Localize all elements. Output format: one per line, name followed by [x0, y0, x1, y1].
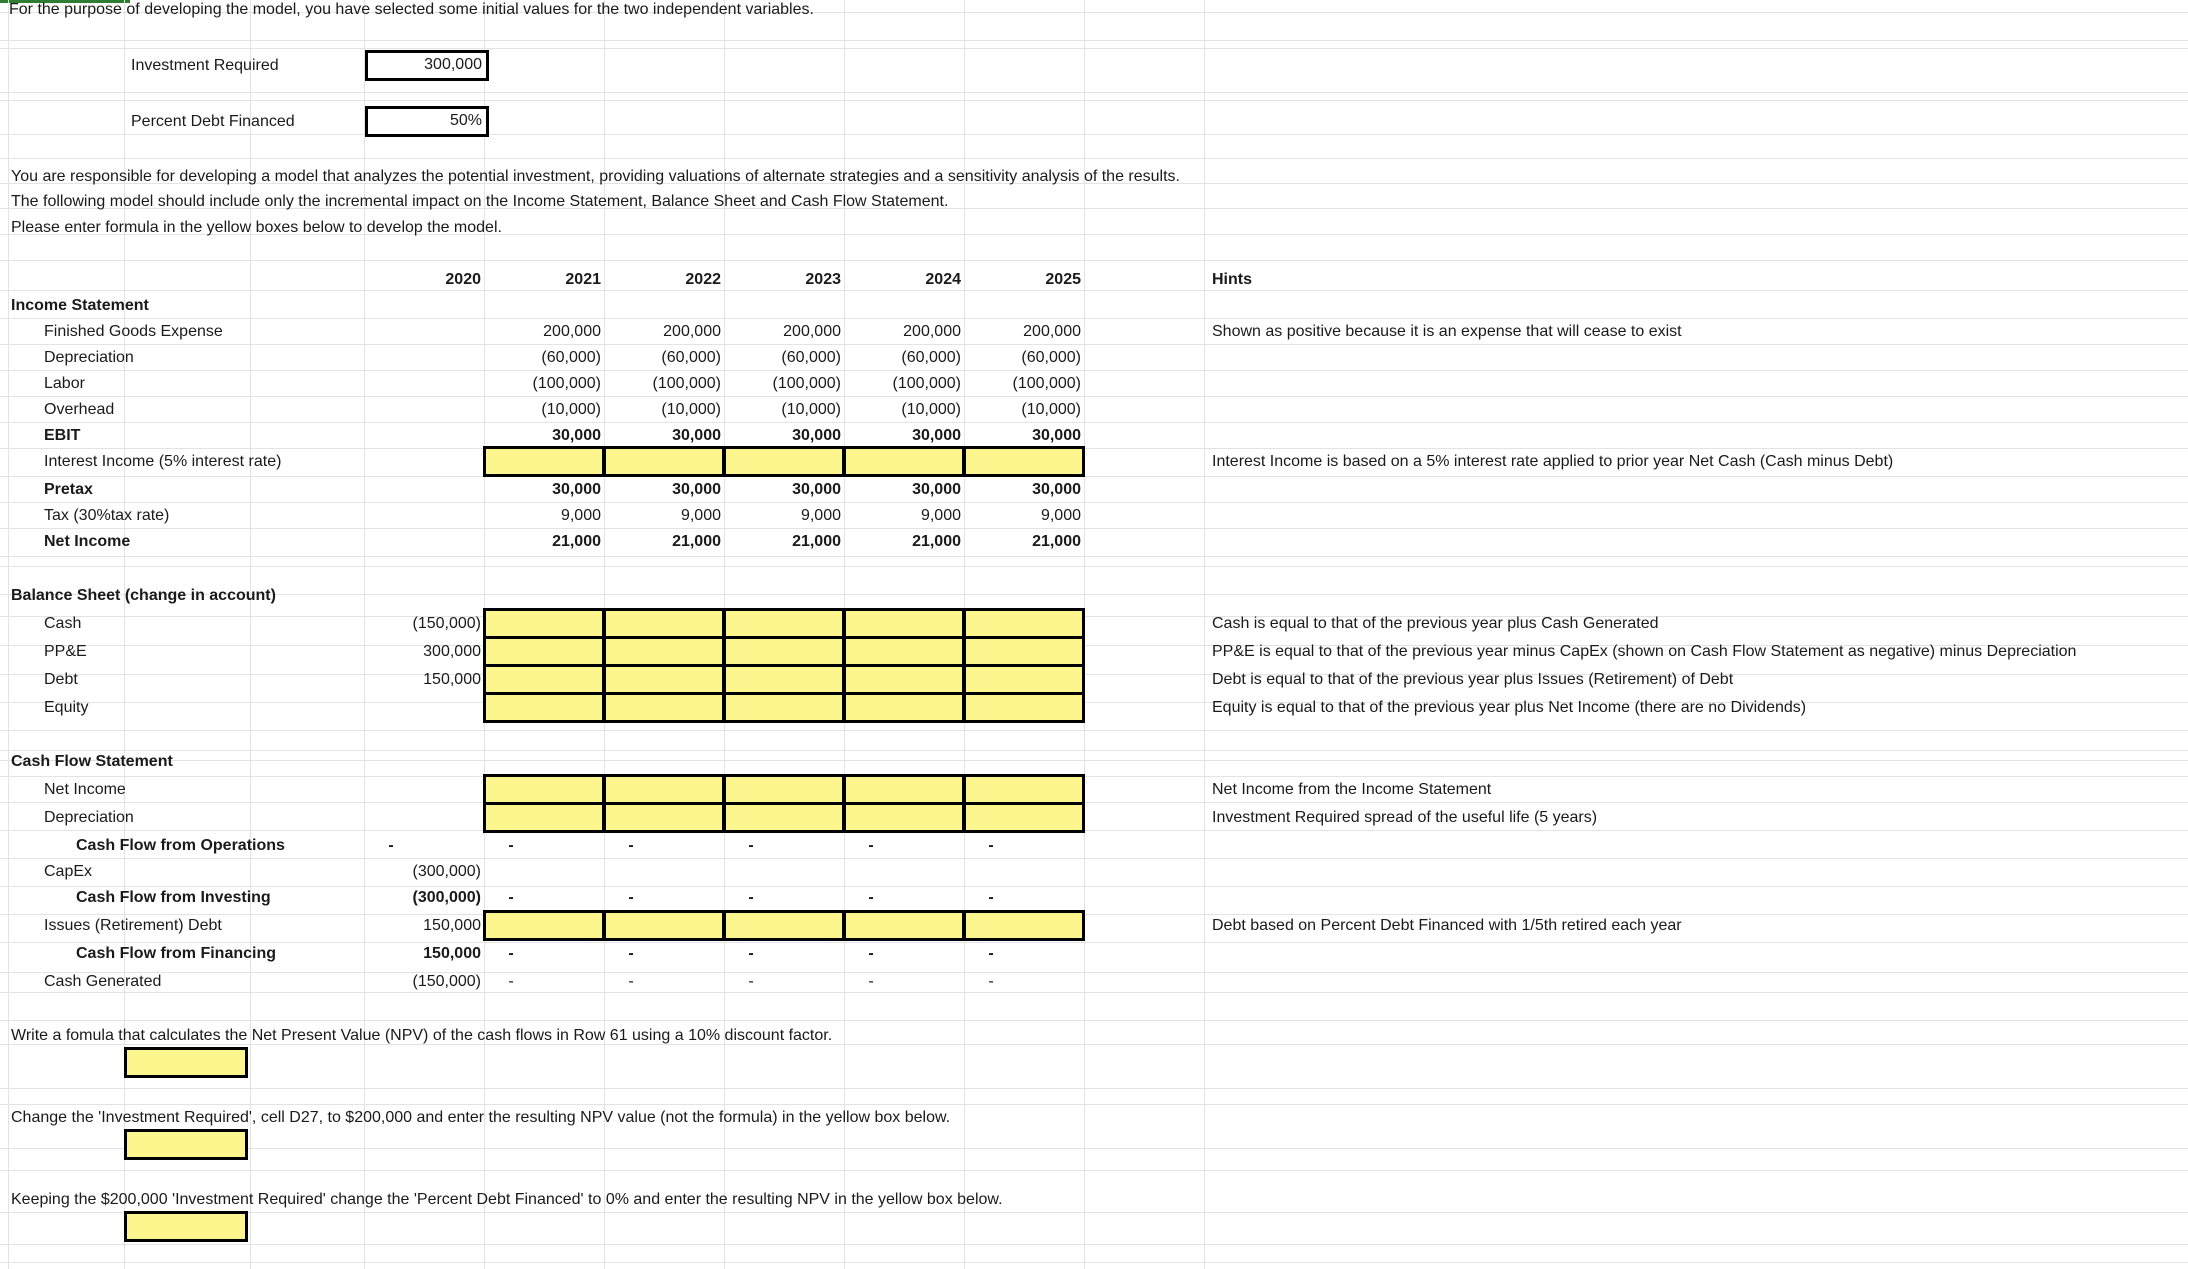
balance-input-2025[interactable] — [963, 608, 1085, 639]
balance-2020-value: 150,000 — [423, 671, 481, 688]
cashflow-cell: - — [508, 889, 514, 906]
income-row-label: Depreciation — [44, 349, 134, 366]
balance-input-2023[interactable] — [723, 636, 845, 667]
interest-income-input-2021[interactable] — [483, 446, 605, 477]
income-cell: 30,000 — [912, 427, 961, 444]
income-cell: (10,000) — [541, 401, 601, 418]
cashflow-cell: - — [748, 973, 754, 990]
interest-income-input-2024[interactable] — [843, 446, 965, 477]
income-cell: 200,000 — [1023, 323, 1081, 340]
income-row-label: Tax (30%tax rate) — [44, 507, 170, 524]
balance-input-2025[interactable] — [963, 692, 1085, 723]
income-cell: 30,000 — [1032, 427, 1081, 444]
income-row-label: Labor — [44, 375, 85, 392]
npv-question-1: Write a fomula that calculates the Net Present Value (NPV) of the cash flows in Row 61 using a 10% discount factor. — [11, 1027, 833, 1044]
instruction-3: Please enter formula in the yellow boxes below to develop the model. — [11, 219, 502, 236]
cashflow-row-label: Cash Flow from Financing — [76, 945, 277, 962]
year-header-2020: 2020 — [445, 271, 481, 288]
income-hint: Shown as positive because it is an expense that will cease to exist — [1212, 323, 1682, 340]
income-cell: 9,000 — [920, 507, 961, 524]
balance-input-2024[interactable] — [843, 692, 965, 723]
balance-input-2023[interactable] — [723, 664, 845, 695]
income-cell: 9,000 — [800, 507, 841, 524]
cashflow-row-label: Cash Flow from Investing — [76, 889, 271, 906]
cashflow-cell: - — [748, 945, 754, 962]
year-header-2024: 2024 — [925, 271, 961, 288]
cashflow-cell: - — [508, 945, 514, 962]
income-cell: 30,000 — [912, 481, 961, 498]
cash-flow-header: Cash Flow Statement — [11, 753, 173, 770]
income-cell: (10,000) — [781, 401, 841, 418]
income-row-label: Interest Income (5% interest rate) — [44, 453, 282, 470]
income-cell: 9,000 — [1040, 507, 1081, 524]
balance-input-2021[interactable] — [483, 664, 605, 695]
investment-required-input[interactable]: 300,000 — [365, 50, 489, 81]
cashflow-hint: Investment Required spread of the useful life (5 years) — [1212, 809, 1598, 826]
cashflow-input-2023[interactable] — [723, 910, 845, 941]
income-statement-header: Income Statement — [11, 297, 149, 314]
balance-input-2022[interactable] — [603, 636, 725, 667]
balance-input-2023[interactable] — [723, 692, 845, 723]
interest-income-input-2025[interactable] — [963, 446, 1085, 477]
cashflow-2020-value: (300,000) — [412, 889, 481, 906]
balance-2020-value: (150,000) — [412, 615, 481, 632]
balance-hint: Cash is equal to that of the previous year plus Cash Generated — [1212, 615, 1659, 632]
cashflow-input-2025[interactable] — [963, 910, 1085, 941]
income-cell: (60,000) — [661, 349, 721, 366]
income-cell: (60,000) — [1021, 349, 1081, 366]
npv-answer-box-1[interactable] — [124, 1047, 248, 1078]
balance-hint: Equity is equal to that of the previous year plus Net Income (there are no Dividends) — [1212, 699, 1807, 716]
cashflow-cell: - — [748, 889, 754, 906]
cashflow-hint: Net Income from the Income Statement — [1212, 781, 1492, 798]
cashflow-input-2025[interactable] — [963, 774, 1085, 805]
cashflow-cell: - — [628, 945, 634, 962]
income-cell: 9,000 — [560, 507, 601, 524]
income-cell: 30,000 — [552, 427, 601, 444]
cashflow-input-2022[interactable] — [603, 774, 725, 805]
income-cell: (100,000) — [652, 375, 721, 392]
income-cell: (60,000) — [901, 349, 961, 366]
balance-hint: Debt is equal to that of the previous year plus Issues (Retirement) of Debt — [1212, 671, 1734, 688]
balance-input-2022[interactable] — [603, 692, 725, 723]
cashflow-cell: - — [988, 945, 994, 962]
income-cell: 21,000 — [552, 533, 601, 550]
cashflow-cell: - — [508, 973, 514, 990]
npv-question-3: Keeping the $200,000 'Investment Required' change the 'Percent Debt Financed' to 0% and enter the resulting NPV in the yellow box below. — [11, 1191, 1003, 1208]
income-cell: 30,000 — [792, 481, 841, 498]
income-cell: 21,000 — [912, 533, 961, 550]
cashflow-input-2022[interactable] — [603, 802, 725, 833]
cashflow-input-2023[interactable] — [723, 802, 845, 833]
balance-input-2025[interactable] — [963, 664, 1085, 695]
cashflow-cell: - — [628, 973, 634, 990]
year-header-2023: 2023 — [805, 271, 841, 288]
balance-input-2021[interactable] — [483, 692, 605, 723]
income-row-label: Pretax — [44, 481, 93, 498]
income-cell: (10,000) — [901, 401, 961, 418]
cashflow-cell: - — [868, 945, 874, 962]
cashflow-cell: - — [748, 837, 754, 854]
cashflow-2020-value: (300,000) — [412, 863, 481, 880]
income-cell: (100,000) — [1012, 375, 1081, 392]
cashflow-cell: - — [868, 889, 874, 906]
percent-debt-label: Percent Debt Financed — [131, 113, 295, 130]
income-cell: 30,000 — [792, 427, 841, 444]
income-cell: (10,000) — [661, 401, 721, 418]
cashflow-input-2025[interactable] — [963, 802, 1085, 833]
income-cell: (100,000) — [532, 375, 601, 392]
cashflow-input-2024[interactable] — [843, 802, 965, 833]
income-row-label: Net Income — [44, 533, 131, 550]
cashflow-2020-value: 150,000 — [423, 917, 481, 934]
balance-input-2024[interactable] — [843, 636, 965, 667]
cashflow-2020-value: 150,000 — [423, 945, 481, 962]
year-header-2021: 2021 — [565, 271, 601, 288]
income-cell: 30,000 — [552, 481, 601, 498]
income-cell: (60,000) — [541, 349, 601, 366]
income-cell: 200,000 — [543, 323, 601, 340]
cashflow-row-label: Cash Generated — [44, 973, 162, 990]
cashflow-input-2024[interactable] — [843, 774, 965, 805]
income-cell: 30,000 — [1032, 481, 1081, 498]
cashflow-input-2024[interactable] — [843, 910, 965, 941]
cashflow-input-2021[interactable] — [483, 774, 605, 805]
cashflow-row-label: Depreciation — [44, 809, 134, 826]
income-cell: (100,000) — [892, 375, 961, 392]
balance-input-2025[interactable] — [963, 636, 1085, 667]
income-cell: 200,000 — [663, 323, 721, 340]
income-cell: 30,000 — [672, 481, 721, 498]
instruction-1: You are responsible for developing a model that analyzes the potential investment, providing valuations of alternate strategies and a sensitivity analysis of the results. — [11, 168, 1180, 185]
cashflow-2020-value: (150,000) — [412, 973, 481, 990]
npv-answer-box-3[interactable] — [124, 1211, 248, 1242]
cashflow-input-2023[interactable] — [723, 774, 845, 805]
cashflow-input-2021[interactable] — [483, 802, 605, 833]
cashflow-cell: - — [628, 889, 634, 906]
balance-input-2024[interactable] — [843, 608, 965, 639]
income-row-label: EBIT — [44, 427, 81, 444]
income-cell: 21,000 — [792, 533, 841, 550]
cashflow-cell: - — [628, 837, 634, 854]
balance-row-label: PP&E — [44, 643, 87, 660]
balance-row-label: Debt — [44, 671, 78, 688]
balance-input-2023[interactable] — [723, 608, 845, 639]
balance-row-label: Equity — [44, 699, 89, 716]
cashflow-cell: - — [988, 973, 994, 990]
balance-input-2024[interactable] — [843, 664, 965, 695]
income-cell: (10,000) — [1021, 401, 1081, 418]
year-header-2025: 2025 — [1045, 271, 1081, 288]
cashflow-cell: - — [868, 973, 874, 990]
income-cell: (60,000) — [781, 349, 841, 366]
income-cell: 9,000 — [680, 507, 721, 524]
npv-question-2: Change the 'Investment Required', cell D27, to $200,000 and enter the resulting NPV value (not the formula) in the yellow box below. — [11, 1109, 951, 1126]
cashflow-row-label: Net Income — [44, 781, 126, 798]
balance-input-2021[interactable] — [483, 608, 605, 639]
cashflow-hint: Debt based on Percent Debt Financed with 1/5th retired each year — [1212, 917, 1682, 934]
income-cell: 200,000 — [783, 323, 841, 340]
intro-text: For the purpose of developing the model, you have selected some initial values for the two independent variables. — [9, 1, 814, 18]
cashflow-2020-value: - — [388, 837, 394, 854]
income-row-label: Finished Goods Expense — [44, 323, 223, 340]
balance-sheet-header: Balance Sheet (change in account) — [11, 587, 276, 604]
income-hint: Interest Income is based on a 5% interest rate applied to prior year Net Cash (Cash minus Debt) — [1212, 453, 1894, 470]
income-cell: 21,000 — [672, 533, 721, 550]
balance-row-label: Cash — [44, 615, 82, 632]
cashflow-cell: - — [508, 837, 514, 854]
income-cell: 200,000 — [903, 323, 961, 340]
income-row-label: Overhead — [44, 401, 115, 418]
investment-required-label: Investment Required — [131, 57, 279, 74]
income-cell: 21,000 — [1032, 533, 1081, 550]
cashflow-input-2022[interactable] — [603, 910, 725, 941]
cashflow-cell: - — [988, 889, 994, 906]
instruction-2: The following model should include only the incremental impact on the Income Statement, Balance Sheet and Cash Flow Statement. — [11, 193, 949, 210]
balance-input-2022[interactable] — [603, 664, 725, 695]
balance-input-2022[interactable] — [603, 608, 725, 639]
hints-header: Hints — [1212, 271, 1252, 288]
cashflow-input-2021[interactable] — [483, 910, 605, 941]
balance-input-2021[interactable] — [483, 636, 605, 667]
balance-2020-value: 300,000 — [423, 643, 481, 660]
income-cell: 30,000 — [672, 427, 721, 444]
balance-hint: PP&E is equal to that of the previous year minus CapEx (shown on Cash Flow Statement as negative) minus Depreciation — [1212, 643, 2077, 660]
cashflow-cell: - — [988, 837, 994, 854]
year-header-2022: 2022 — [685, 271, 721, 288]
percent-debt-input[interactable]: 50% — [365, 106, 489, 137]
interest-income-input-2023[interactable] — [723, 446, 845, 477]
cashflow-row-label: CapEx — [44, 863, 93, 880]
cashflow-row-label: Cash Flow from Operations — [76, 837, 285, 854]
interest-income-input-2022[interactable] — [603, 446, 725, 477]
income-cell: (100,000) — [772, 375, 841, 392]
cashflow-cell: - — [868, 837, 874, 854]
npv-answer-box-2[interactable] — [124, 1129, 248, 1160]
cashflow-row-label: Issues (Retirement) Debt — [44, 917, 222, 934]
